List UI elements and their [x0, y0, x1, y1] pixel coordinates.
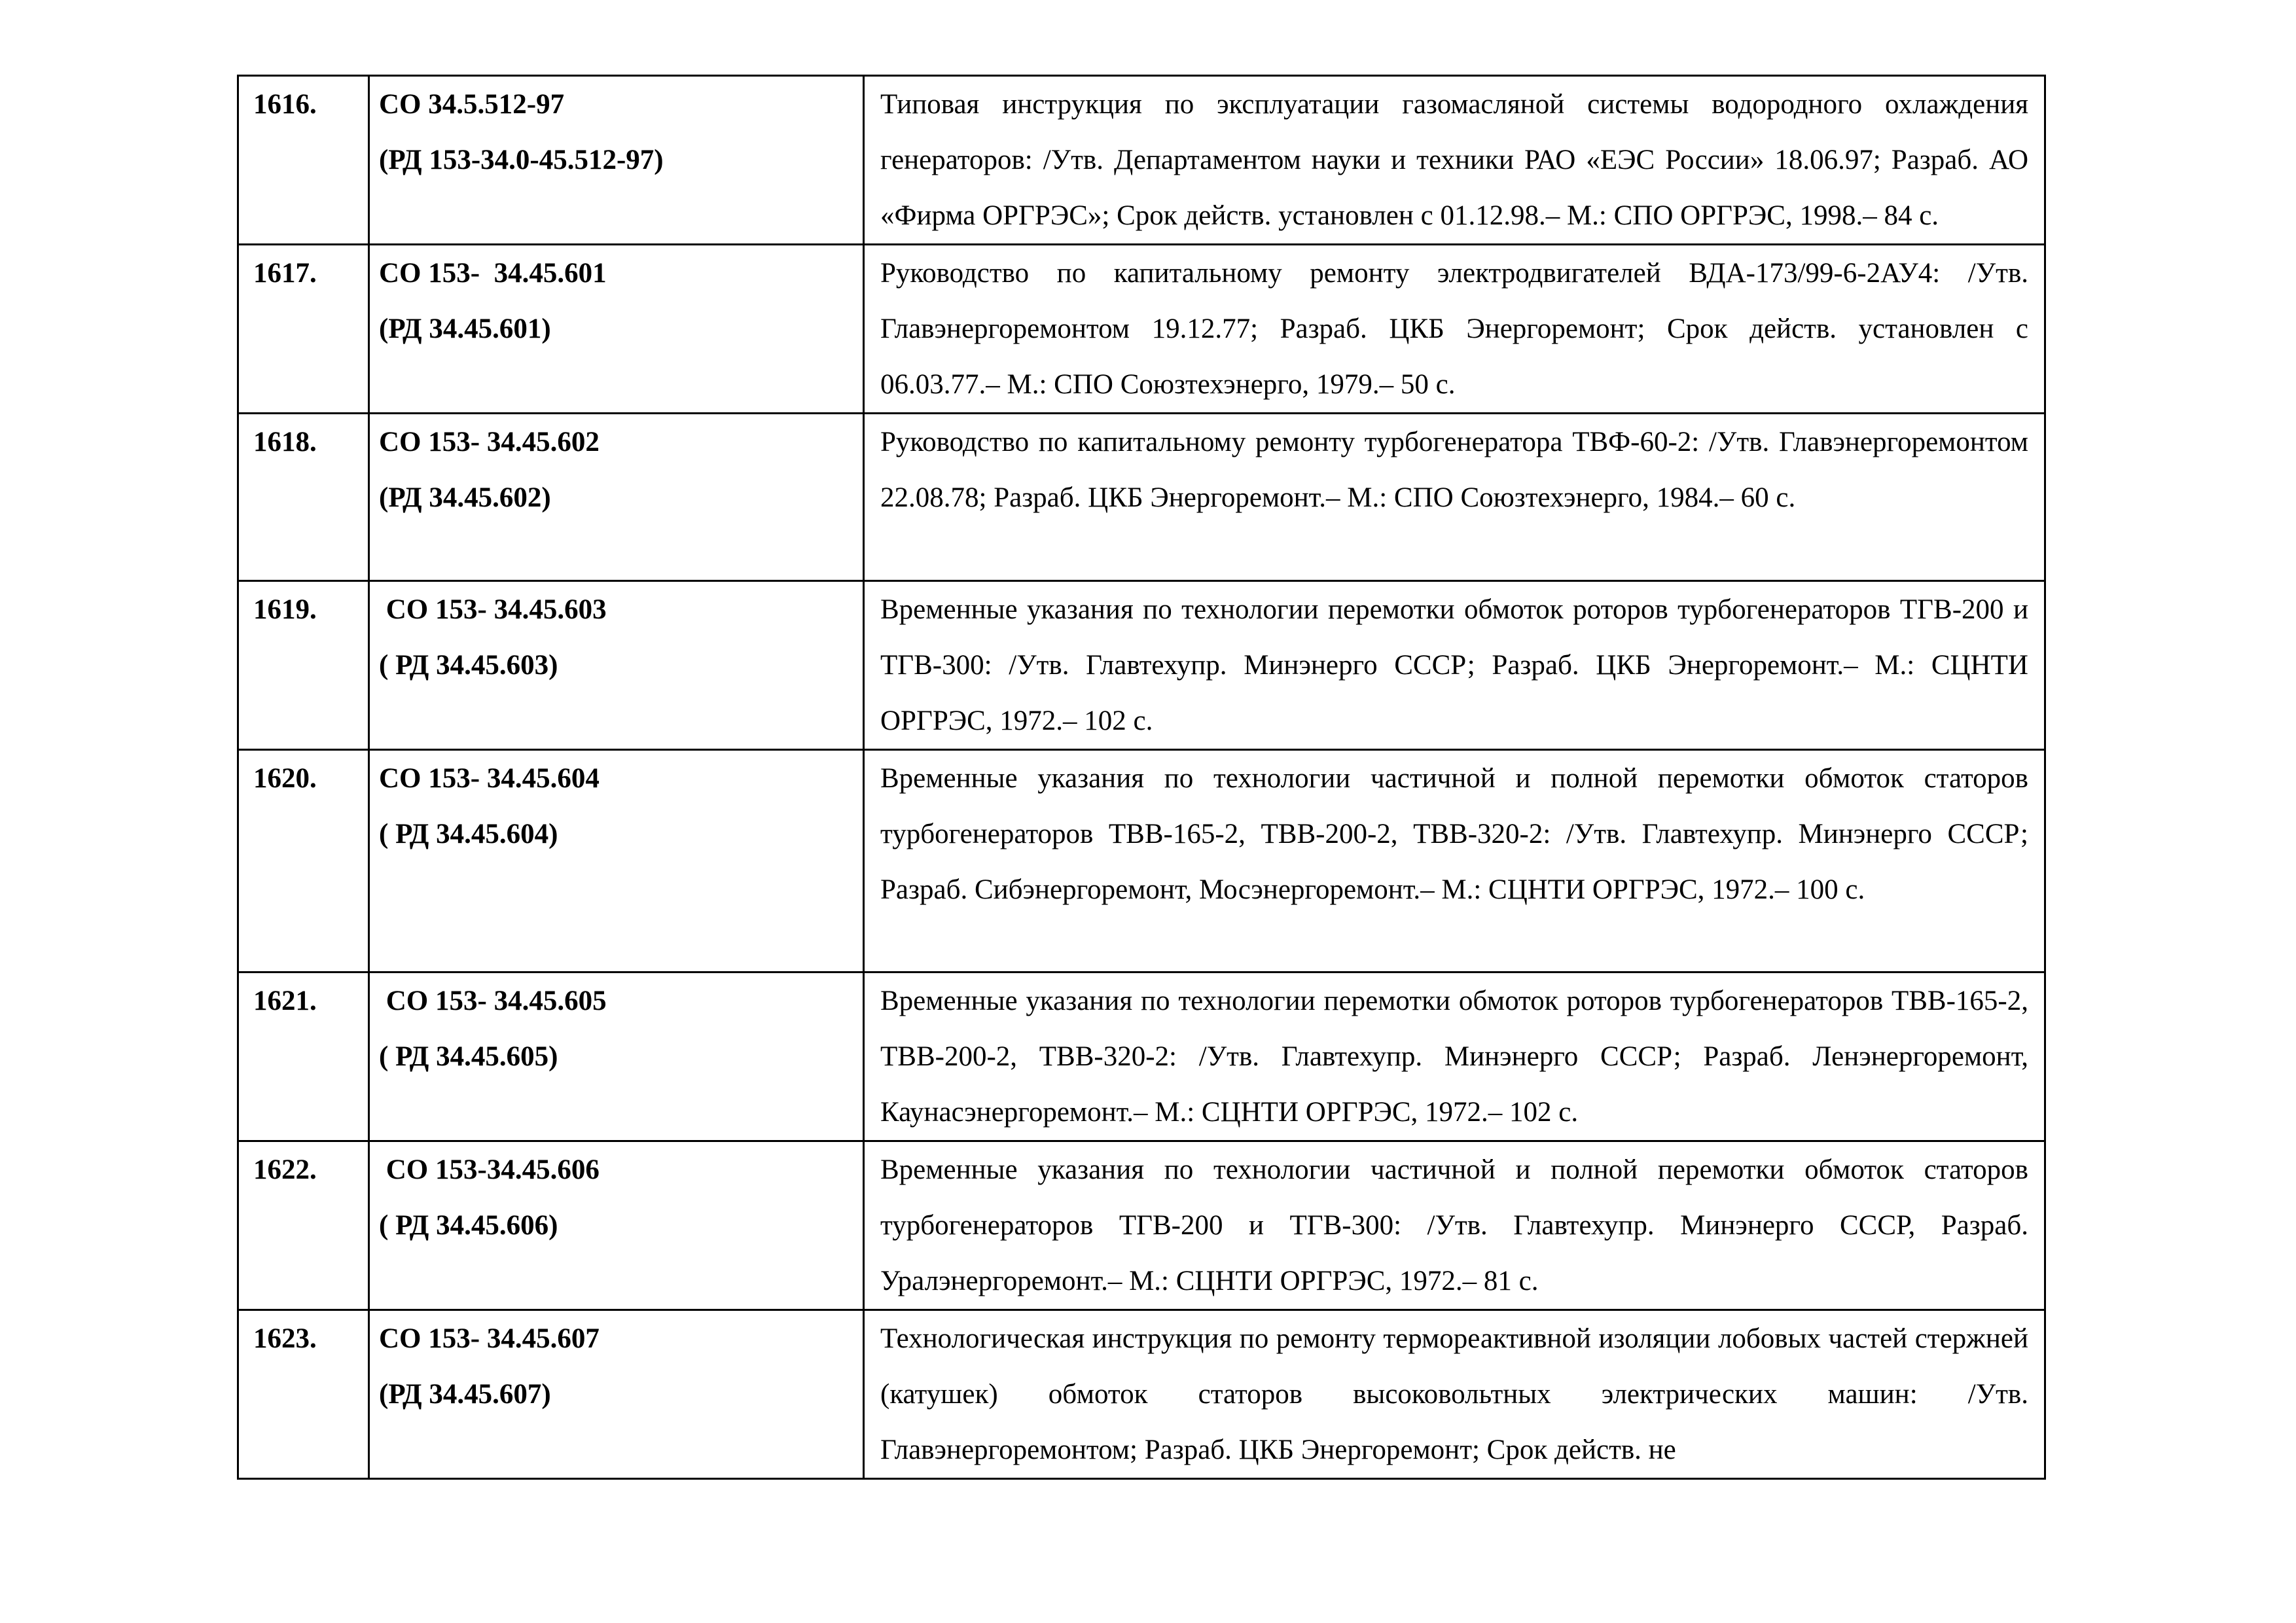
table-row: [238, 1310, 2045, 1479]
entry-number: 1621.: [238, 972, 369, 1141]
entry-description-cell: [864, 1310, 2045, 1479]
entry-number: 1617.: [238, 245, 369, 414]
entry-number: 1619.: [238, 581, 369, 750]
entry-description-cell: [864, 581, 2045, 750]
entry-code-cell: [369, 76, 864, 245]
table-row: [238, 750, 2045, 972]
entry-code: СО 153- 34.45.605: [379, 986, 607, 1016]
entry-number: 1620.: [238, 750, 369, 972]
entry-description: Временные указания по технологии частичной и полной перемотки обмоток статоров турбогенераторов ТГВ-200 и ТГВ-300: /Утв. Главтехупр. Минэнерго СССР, Разраб. Уралэнергоремонт.– М.: СЦНТИ ОРГРЭС, 1972.– 81 с.: [880, 1154, 2028, 1296]
entry-code: СО 153- 34.45.607: [379, 1323, 600, 1354]
entry-alt-code: (РД 34.45.607): [379, 1379, 551, 1410]
entry-code-cell: [369, 414, 864, 581]
entry-number: 1623.: [238, 1310, 369, 1479]
entry-description-cell: [864, 245, 2045, 414]
entry-description: Временные указания по технологии частичной и полной перемотки обмоток статоров турбогенераторов ТВВ-165-2, ТВВ-200-2, ТВВ-320-2: /Утв. Главтехупр. Минэнерго СССР; Разраб. Сибэнергоремонт, Мосэнергоремонт.– М.: СЦНТИ ОРГРЭС, 1972.– 100 с.: [880, 763, 2028, 905]
table-row: [238, 414, 2045, 581]
entry-code: СО 153- 34.45.604: [379, 763, 600, 794]
table-row: [238, 972, 2045, 1141]
entry-alt-code: (РД 153-34.0-45.512-97): [379, 145, 664, 175]
table-row: [238, 581, 2045, 750]
entry-alt-code: (РД 34.45.602): [379, 482, 551, 513]
entry-alt-code: (РД 34.45.601): [379, 313, 551, 344]
entry-description-cell: [864, 76, 2045, 245]
entry-code-cell: [369, 972, 864, 1141]
standards-table: [237, 75, 2046, 1480]
entry-code: СО 153- 34.45.603: [379, 594, 607, 625]
entry-number: 1622.: [238, 1141, 369, 1310]
entry-code: СО 153- 34.45.601: [379, 258, 607, 289]
entry-description: Руководство по капитальному ремонту турбогенератора ТВФ-60-2: /Утв. Главэнергоремонтом 22.08.78; Разраб. ЦКБ Энергоремонт.– М.: СПО Союзтехэнерго, 1984.– 60 с.: [880, 427, 2028, 513]
entry-code-cell: [369, 750, 864, 972]
entry-number: 1618.: [238, 414, 369, 581]
entry-number: 1616.: [238, 76, 369, 245]
entry-code-cell: [369, 581, 864, 750]
entry-description-cell: [864, 1141, 2045, 1310]
entry-code-cell: [369, 1141, 864, 1310]
entry-description: Типовая инструкция по эксплуатации газомасляной системы водородного охлаждения генераторов: /Утв. Департаментом науки и техники РАО «ЕЭС России» 18.06.97; Разраб. АО «Фирма ОРГРЭС»; Срок действ. установлен с 01.12.98.– М.: СПО ОРГРЭС, 1998.– 84 с.: [880, 89, 2028, 231]
entry-code-cell: [369, 245, 864, 414]
entry-alt-code: ( РД 34.45.606): [379, 1210, 558, 1241]
entry-alt-code: ( РД 34.45.605): [379, 1041, 558, 1072]
entry-description-cell: [864, 414, 2045, 581]
entry-code: СО 34.5.512-97: [379, 89, 565, 120]
entry-description-cell: [864, 972, 2045, 1141]
entry-description-cell: [864, 750, 2045, 972]
table-row: [238, 76, 2045, 245]
entry-code-cell: [369, 1310, 864, 1479]
entry-code: СО 153- 34.45.602: [379, 427, 600, 457]
entry-description: Технологическая инструкция по ремонту термореактивной изоляции лобовых частей стержней (катушек) обмоток статоров высоковольтных электрических машин: /Утв. Главэнергоремонтом; Разраб. ЦКБ Энергоремонт; Срок действ. не: [880, 1323, 2028, 1465]
entry-description: Временные указания по технологии перемотки обмоток роторов турбогенераторов ТГВ-200 и ТГВ-300: /Утв. Главтехупр. Минэнерго СССР; Разраб. ЦКБ Энергоремонт.– М.: СЦНТИ ОРГРЭС, 1972.– 102 с.: [880, 594, 2028, 736]
entry-alt-code: ( РД 34.45.603): [379, 650, 558, 681]
entry-alt-code: ( РД 34.45.604): [379, 819, 558, 849]
entry-code: СО 153-34.45.606: [379, 1154, 600, 1185]
entry-description: Временные указания по технологии перемотки обмоток роторов турбогенераторов ТВВ-165-2, ТВВ-200-2, ТВВ-320-2: /Утв. Главтехупр. Минэнерго СССР; Разраб. Ленэнергоремонт, Каунасэнергоремонт.– М.: СЦНТИ ОРГРЭС, 1972.– 102 с.: [880, 986, 2028, 1128]
table-row: [238, 1141, 2045, 1310]
table-row: [238, 245, 2045, 414]
entry-description: Руководство по капитальному ремонту электродвигателей ВДА-173/99-6-2АУ4: /Утв. Главэнергоремонтом 19.12.77; Разраб. ЦКБ Энергоремонт; Срок действ. установлен с 06.03.77.– М.: СПО Союзтехэнерго, 1979.– 50 с.: [880, 258, 2028, 400]
